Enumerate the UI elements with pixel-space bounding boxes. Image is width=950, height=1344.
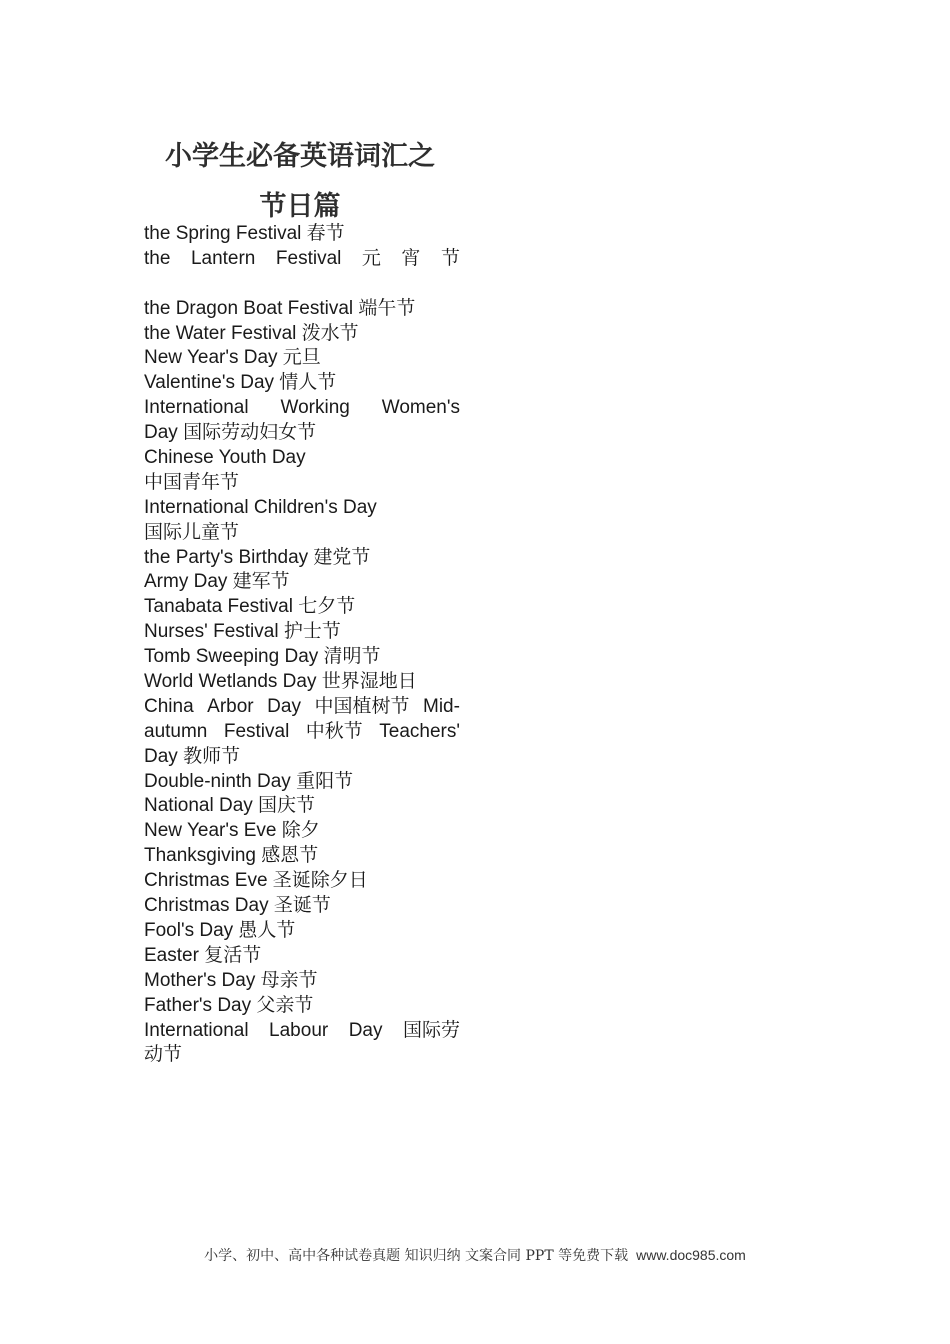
footer-text: 小学、初中、高中各种试卷真题 知识归纳 文案合同 PPT 等免费下载 xyxy=(204,1248,629,1264)
vocab-line: the Spring Festival 春节 xyxy=(144,223,345,244)
document-subtitle: 节日篇 xyxy=(259,191,341,222)
vocab-line: Day 教师节 xyxy=(144,745,241,767)
vocab-line: Nurses' Festival 护士节 xyxy=(144,621,341,643)
vocab-word: Working xyxy=(280,397,350,419)
vocab-word: Lantern xyxy=(190,247,256,269)
vocab-word: China xyxy=(144,695,194,717)
vocab-line: the Dragon Boat Festival 端午节 xyxy=(144,297,416,319)
vocab-word: 元 xyxy=(361,247,381,269)
vocab-word: Day xyxy=(267,695,301,717)
vocab-word: Arbor xyxy=(207,695,254,717)
vocab-word: International xyxy=(144,397,249,419)
footer-url: www.doc985.com xyxy=(636,1247,746,1263)
vocab-line: Double-ninth Day 重阳节 xyxy=(144,770,354,792)
vocab-word: Mid- xyxy=(423,695,460,717)
document-title: 小学生必备英语词汇之 xyxy=(165,141,435,172)
vocab-word: Labour xyxy=(269,1019,329,1041)
vocab-line: Thanksgiving 感恩节 xyxy=(144,845,319,867)
vocab-word: 中秋节 xyxy=(305,720,363,742)
vocab-line: Christmas Eve 圣诞除夕日 xyxy=(144,870,368,892)
vocab-line: the Water Festival 泼水节 xyxy=(144,322,359,344)
vocab-line: Army Day 建军节 xyxy=(144,571,290,593)
vocab-word: Festival xyxy=(223,720,290,742)
vocab-word: autumn xyxy=(144,720,208,742)
vocab-line xyxy=(144,272,460,297)
vocab-word: 国际劳 xyxy=(402,1019,460,1041)
vocab-line: the Party's Birthday 建党节 xyxy=(144,546,371,568)
vocab-word: 宵 xyxy=(401,247,421,269)
vocab-line xyxy=(144,247,460,272)
vocab-line: Day 国际劳动妇女节 xyxy=(144,422,317,444)
vocab-line: New Year's Eve 除夕 xyxy=(144,820,320,842)
page-footer xyxy=(0,1245,950,1265)
vocab-word: the xyxy=(144,247,171,269)
vocab-word: Festival xyxy=(275,247,342,269)
vocab-line: International Children's Day xyxy=(144,496,377,518)
vocab-line: Tanabata Festival 七夕节 xyxy=(144,596,356,618)
vocab-line: 动节 xyxy=(144,1044,183,1066)
vocabulary-list xyxy=(144,222,460,1068)
vocab-line: 中国青年节 xyxy=(144,471,240,493)
vocab-line xyxy=(144,720,460,745)
vocab-line: Chinese Youth Day xyxy=(144,447,306,469)
vocab-line: Christmas Day 圣诞节 xyxy=(144,895,331,917)
vocab-line: Easter 复活节 xyxy=(144,944,262,966)
vocab-word: Women's xyxy=(381,397,460,419)
vocab-line xyxy=(144,396,460,421)
vocab-line: Valentine's Day 情人节 xyxy=(144,372,337,394)
vocab-line xyxy=(144,1019,460,1044)
vocab-word: 节 xyxy=(440,247,460,269)
vocab-line: New Year's Day 元旦 xyxy=(144,347,321,369)
vocab-line: Fool's Day 愚人节 xyxy=(144,919,296,941)
vocab-line: Tomb Sweeping Day 清明节 xyxy=(144,646,381,668)
vocab-word: Day xyxy=(348,1019,383,1041)
vocab-line: Father's Day 父亲节 xyxy=(144,994,314,1016)
vocab-word: International xyxy=(144,1019,249,1041)
vocab-line xyxy=(144,695,460,720)
vocab-line: Mother's Day 母亲节 xyxy=(144,969,318,991)
vocab-word: 中国植树节 xyxy=(314,695,410,717)
vocab-line: National Day 国庆节 xyxy=(144,795,316,817)
vocab-line: 国际儿童节 xyxy=(144,521,240,543)
vocab-line: World Wetlands Day 世界湿地日 xyxy=(144,671,417,693)
vocab-word: Teachers' xyxy=(379,720,460,742)
